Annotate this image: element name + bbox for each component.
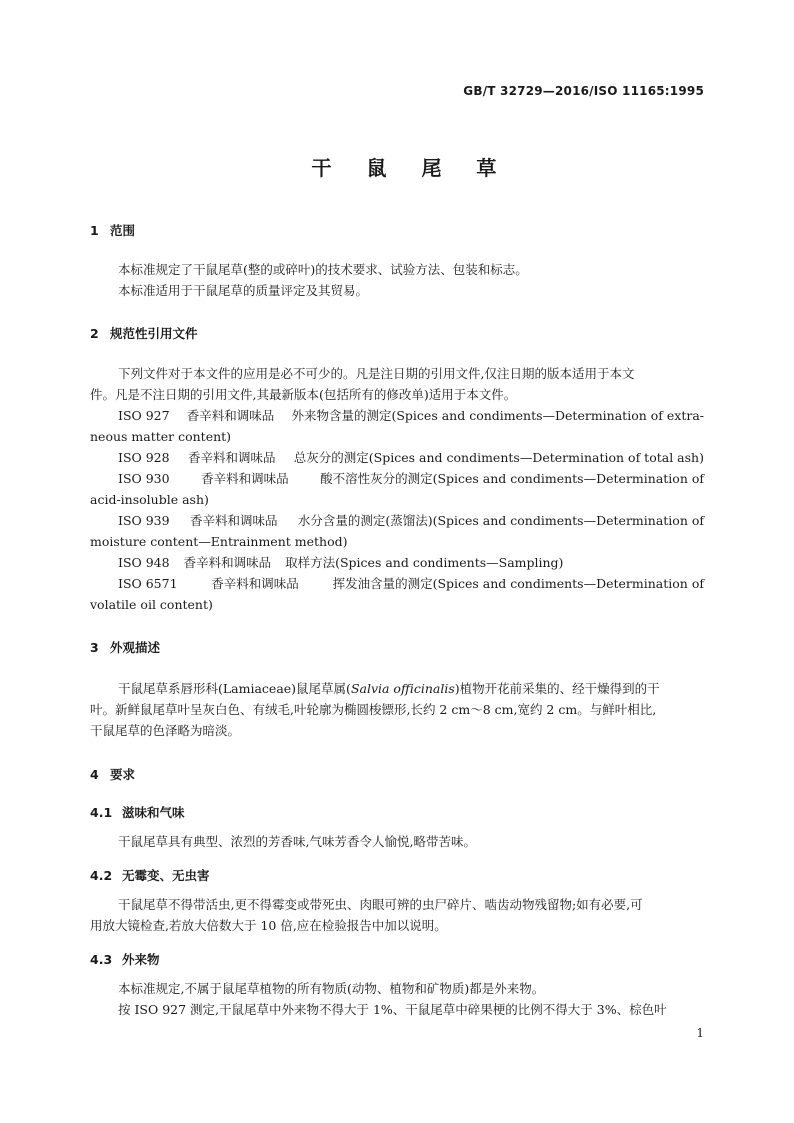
reference-item bbox=[90, 468, 704, 489]
reference-category: 香辛料和调味品 bbox=[183, 555, 272, 570]
section-title: 无霉变、无虫害 bbox=[122, 868, 210, 883]
section-1-body bbox=[90, 259, 704, 301]
reference-item bbox=[90, 447, 704, 468]
section-4-heading bbox=[90, 765, 135, 783]
document-title: 干 鼠 尾 草 bbox=[311, 156, 511, 180]
reference-title: 挥发油含量的测定(Spices and condiments—Determination of bbox=[332, 576, 704, 591]
paragraph-line: 用放大镜检查,若放大倍数大于 10 倍,应在检验报告中加以说明。 bbox=[90, 918, 447, 933]
section-4-2-heading bbox=[90, 866, 210, 884]
reference-title: 酸不溶性灰分的测定(Spices and condiments—Determination of bbox=[320, 471, 704, 486]
section-number: 4.2 bbox=[90, 868, 113, 883]
reference-category: 香辛料和调味品 bbox=[187, 450, 276, 465]
section-number: 4.1 bbox=[90, 805, 113, 820]
reference-code: ISO 927 bbox=[118, 408, 170, 423]
text-segment: 干鼠尾草系唇形科(Lamiaceae)鼠尾草属( bbox=[118, 681, 351, 696]
reference-code: ISO 948 bbox=[118, 555, 170, 570]
section-4-1-body bbox=[90, 831, 704, 852]
section-number: 4.3 bbox=[90, 952, 113, 967]
reference-title: 取样方法(Spices and condiments—Sampling) bbox=[285, 555, 564, 570]
reference-category: 香辛料和调味品 bbox=[186, 408, 275, 423]
standard-code: GB/T 32729—2016/ISO 11165:1995 bbox=[463, 84, 704, 98]
reference-code: ISO 928 bbox=[118, 450, 170, 465]
paragraph-line: 本标准规定,不属于鼠尾草植物的所有物质(动物、植物和矿物质)都是外来物。 bbox=[118, 981, 545, 996]
reference-item bbox=[90, 573, 704, 594]
page-number: 1 bbox=[696, 1026, 704, 1040]
scientific-name: Salvia officinalis bbox=[350, 681, 455, 696]
section-4-1-heading bbox=[90, 803, 185, 821]
paragraph-line: 干鼠尾草的色泽略为暗淡。 bbox=[90, 723, 241, 738]
reference-continuation: neous matter content) bbox=[90, 429, 232, 444]
reference-title: 总灰分的测定(Spices and condiments—Determination of total ash) bbox=[293, 450, 704, 465]
reference-continuation: moisture content—Entrainment method) bbox=[90, 534, 348, 549]
paragraph-line: 件。凡是不注日期的引用文件,其最新版本(包括所有的修改单)适用于本文件。 bbox=[90, 387, 517, 402]
paragraph-line: 叶。新鲜鼠尾草叶呈灰白色、有绒毛,叶轮廓为椭圆梭镖形,长约 2 cm～8 cm,宽约 2 cm。与鲜叶相比, bbox=[90, 702, 657, 717]
reference-title: 外来物含量的测定(Spices and condiments—Determination of extra- bbox=[291, 408, 704, 423]
reference-title: 水分含量的测定(蒸馏法)(Spices and condiments—Determination of bbox=[297, 513, 704, 528]
paragraph-line bbox=[90, 678, 704, 699]
section-3-body bbox=[90, 678, 704, 741]
paragraph-line: 干鼠尾草不得带活虫,更不得霉变或带死虫、肉眼可辨的虫尸碎片、啮齿动物残留物;如有必要,可 bbox=[118, 897, 643, 912]
reference-category: 香辛料和调味品 bbox=[211, 576, 299, 591]
paragraph-line: 本标准规定了干鼠尾草(整的或碎叶)的技术要求、试验方法、包装和标志。 bbox=[118, 262, 528, 277]
section-title: 滋味和气味 bbox=[122, 805, 185, 820]
section-title: 外来物 bbox=[122, 952, 160, 967]
section-title: 外观描述 bbox=[110, 640, 161, 655]
section-1-heading bbox=[90, 221, 135, 239]
paragraph-line: 按 ISO 927 测定,干鼠尾草中外来物不得大于 1%、干鼠尾草中碎果梗的比例不得大于 3%、棕色叶 bbox=[118, 1002, 667, 1017]
section-2-heading bbox=[90, 324, 198, 342]
reference-item bbox=[90, 405, 704, 426]
section-4-3-heading bbox=[90, 950, 160, 968]
section-title: 规范性引用文件 bbox=[110, 326, 198, 341]
reference-category: 香辛料和调味品 bbox=[189, 513, 278, 528]
paragraph-line: 下列文件对于本文件的应用是必不可少的。凡是注日期的引用文件,仅注日期的版本适用于本文 bbox=[118, 366, 635, 381]
reference-item bbox=[90, 552, 704, 573]
reference-item bbox=[90, 510, 704, 531]
paragraph-line: 本标准适用于干鼠尾草的质量评定及其贸易。 bbox=[118, 283, 369, 298]
reference-continuation: volatile oil content) bbox=[90, 597, 213, 612]
paragraph-line: 干鼠尾草具有典型、浓烈的芳香味,气味芳香令人愉悦,略带苦味。 bbox=[118, 834, 476, 849]
section-number: 1 bbox=[90, 223, 99, 238]
section-number: 4 bbox=[90, 767, 99, 782]
section-title: 要求 bbox=[110, 767, 136, 782]
text-segment: )植物开花前采集的、经干燥得到的干 bbox=[454, 681, 660, 696]
reference-code: ISO 930 bbox=[118, 471, 170, 486]
section-2-body bbox=[90, 363, 704, 615]
section-title: 范围 bbox=[110, 223, 136, 238]
section-4-2-body bbox=[90, 894, 704, 936]
section-number: 2 bbox=[90, 326, 99, 341]
reference-category: 香辛料和调味品 bbox=[201, 471, 289, 486]
section-number: 3 bbox=[90, 640, 99, 655]
reference-code: ISO 939 bbox=[118, 513, 170, 528]
section-4-3-body bbox=[90, 978, 704, 1020]
reference-continuation: acid-insoluble ash) bbox=[90, 492, 209, 507]
reference-code: ISO 6571 bbox=[118, 576, 178, 591]
section-3-heading bbox=[90, 638, 160, 656]
